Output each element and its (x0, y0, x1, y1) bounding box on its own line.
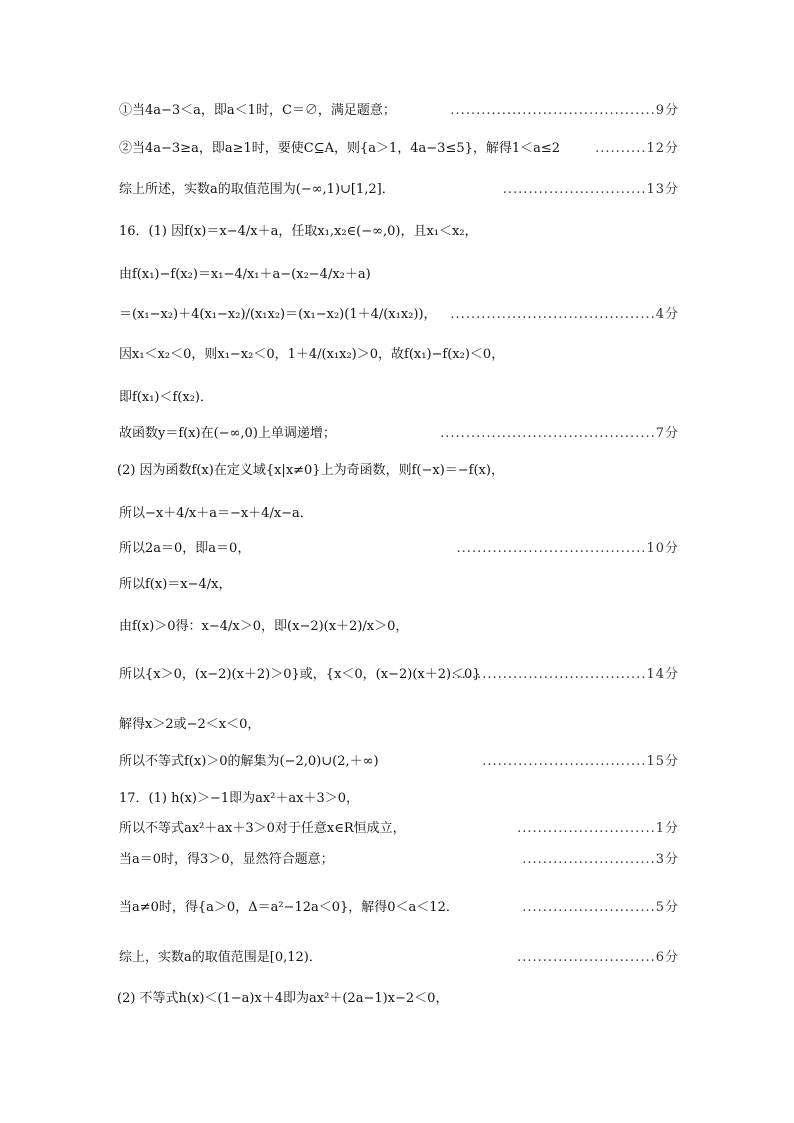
line-text: (2) 因为函数f(x)在定义域{x|x≠0}上为奇函数，则f(−x)＝−f(x)， (117, 463, 504, 478)
q16-solution-set-line (119, 752, 679, 772)
line-score: ...........................6分 (517, 950, 679, 965)
line-score: ............................13分 (502, 182, 679, 197)
line-score: ..........................................7分 (440, 426, 679, 441)
q16-conclude-line (119, 388, 679, 408)
line-text: 综上所述，实数a的取值范围为(−∞,1)∪[1,2]． (119, 182, 395, 197)
line-score: ........................................9分 (450, 103, 679, 118)
q16-ineq-line (119, 610, 679, 644)
line-text: 即f(x₁)＜f(x₂)． (119, 390, 213, 405)
q16-intro-line (119, 215, 679, 249)
q16-fx-line (119, 568, 679, 602)
line-text: 由f(x₁)−f(x₂)＝x₁−4/x₁＋a−(x₂−4/x₂＋a) (119, 267, 371, 282)
case-2-line (119, 132, 679, 166)
line-score: ................................15分 (482, 754, 679, 769)
line-text: 所以−x＋4/x＋a＝−x＋4/x−a． (119, 506, 313, 521)
line-text: 17．(1) h(x)＞−1即为ax²＋ax＋3＞0， (119, 791, 360, 806)
line-text: 故函数y＝f(x)在(−∞,0)上单调递增； (119, 426, 336, 441)
line-text: (2) 不等式h(x)＜(1−a)x＋4即为ax²＋(2a−1)x−2＜0， (117, 991, 449, 1006)
line-text: 因x₁＜x₂＜0，则x₁−x₂＜0，1＋4/(x₁x₂)＞0，故f(x₁)−f(x₂)＜0， (119, 347, 505, 362)
line-text: ＝(x₁−x₂)＋4(x₁−x₂)/(x₁x₂)＝(x₁−x₂)(1＋4/(x₁x₂))， (119, 307, 437, 322)
q16-sign-line (119, 338, 679, 372)
line-score: .....................................10分 (456, 541, 679, 556)
line-text: 所以f(x)＝x−4/x， (119, 577, 232, 592)
q16-monotonic-line (119, 424, 679, 444)
q16-cases-line (119, 653, 679, 697)
line-text: 当a＝0时，得3＞0，显然符合题意； (119, 852, 334, 867)
q16-factor-line (119, 298, 679, 332)
case-1-line (119, 101, 679, 121)
line-score: ..........................5分 (522, 900, 679, 915)
line-score: ......................................14分 (451, 667, 679, 682)
line-text: ②当4a−3≥a，即a≥1时，要使C⊆A，则{a＞1，4a−3≤5}，解得1＜a≤2 (119, 141, 561, 156)
line-text: 16．(1) 因f(x)＝x−4/x＋a，任取x₁,x₂∈(−∞,0)，且x₁＜x₂， (119, 224, 478, 239)
q16-odd-eq-line (119, 497, 679, 531)
line-text: 解得x＞2或−2＜x＜0， (119, 717, 261, 732)
summary-15-line (119, 180, 679, 200)
q16-part2-line (117, 461, 677, 481)
q17-intro-line (119, 789, 679, 809)
line-text: 所以{x＞0，(x−2)(x＋2)＞0}或，{x＜0，(x−2)(x＋2)＜0} (119, 667, 481, 682)
line-score: ..........................3分 (522, 852, 679, 867)
line-text: ①当4a−3＜a，即a＜1时，C＝∅，满足题意； (119, 103, 396, 118)
q17-always-line (119, 819, 679, 839)
q16-solve-line (119, 715, 679, 735)
line-score: ........................................4分 (450, 307, 679, 322)
line-text: 所以2a＝0，即a＝0， (119, 541, 251, 556)
line-score: ..........12分 (595, 141, 679, 156)
q17-a-zero-line (119, 850, 679, 870)
q17-a-nonzero-line (119, 886, 679, 930)
line-text: 当a≠0时，得{a＞0，Δ＝a²−12a＜0}，解得0＜a＜12． (119, 900, 459, 915)
q17-part2-line (117, 989, 677, 1009)
q16-diff-line (119, 258, 679, 292)
line-text: 所以不等式f(x)＞0的解集为(−2,0)∪(2,＋∞) (119, 754, 379, 769)
line-text: 所以不等式ax²＋ax＋3＞0对于任意x∈R恒成立， (119, 821, 406, 836)
line-text: 综上，实数a的取值范围是[0,12)． (119, 950, 322, 965)
line-score: ...........................1分 (517, 821, 679, 836)
q16-a-zero-line (119, 539, 679, 559)
line-text: 由f(x)＞0得：x−4/x＞0，即(x−2)(x＋2)/x＞0， (119, 619, 409, 634)
q17-range-line (119, 948, 679, 968)
